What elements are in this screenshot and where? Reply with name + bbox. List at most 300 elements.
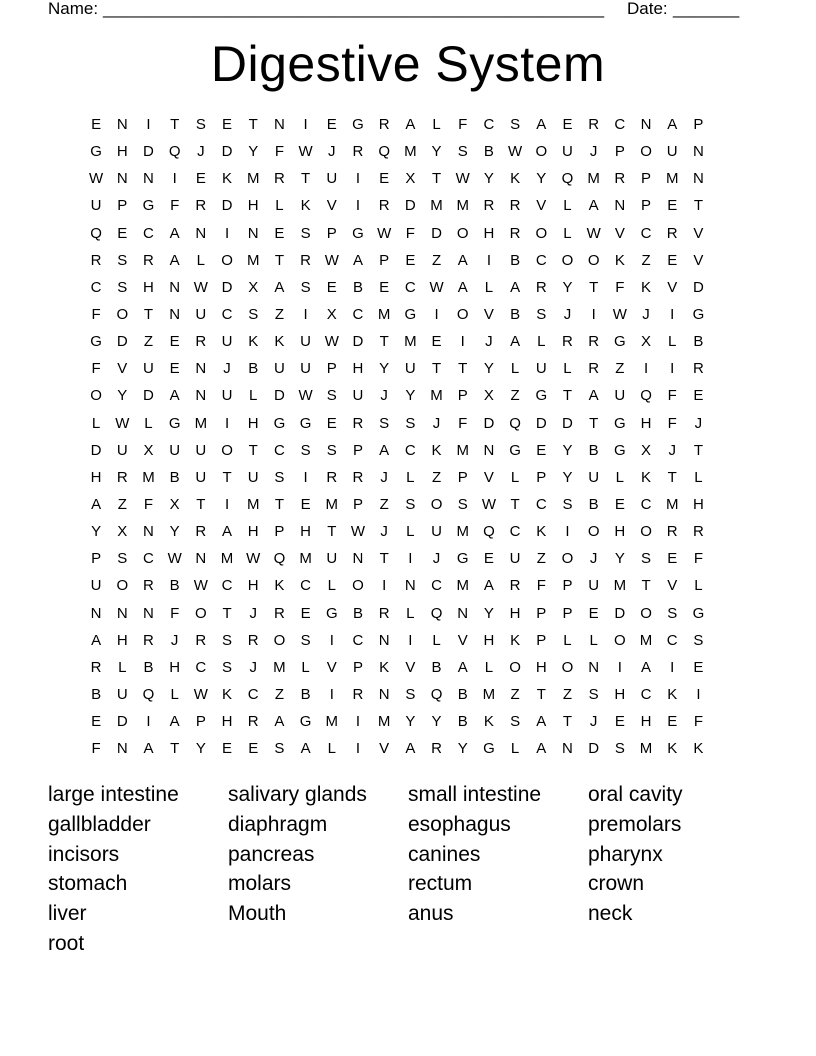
grid-letter[interactable]: O (561, 251, 574, 269)
grid-letter[interactable]: V (457, 631, 468, 649)
grid-letter[interactable]: D (90, 441, 102, 459)
grid-letter[interactable]: Y (248, 143, 259, 161)
grid-letter[interactable]: X (641, 333, 652, 351)
grid-letter[interactable]: A (405, 116, 416, 133)
grid-letter[interactable]: I (382, 577, 387, 595)
grid-letter[interactable]: G (90, 333, 102, 351)
grid-letter[interactable]: F (143, 495, 154, 513)
grid-letter[interactable]: K (300, 197, 311, 215)
grid-letter[interactable]: J (380, 468, 388, 486)
grid-letter[interactable]: H (143, 278, 154, 296)
grid-letter[interactable]: M (456, 523, 469, 541)
grid-letter[interactable]: E (536, 441, 547, 459)
grid-letter[interactable]: H (692, 495, 704, 513)
grid-letter[interactable]: A (510, 333, 521, 351)
grid-letter[interactable]: P (352, 441, 363, 459)
grid-letter[interactable]: L (563, 631, 572, 649)
grid-letter[interactable]: O (116, 577, 129, 595)
grid-letter[interactable]: Z (143, 333, 154, 351)
grid-letter[interactable]: C (535, 251, 547, 269)
grid-letter[interactable]: M (430, 197, 443, 215)
grid-letter[interactable]: U (509, 550, 521, 568)
grid-letter[interactable]: C (404, 278, 416, 296)
grid-letter[interactable]: T (641, 577, 651, 595)
grid-letter[interactable]: F (458, 414, 468, 432)
grid-letter[interactable]: L (563, 197, 572, 215)
grid-letter[interactable]: R (352, 143, 364, 161)
grid-letter[interactable]: L (91, 414, 101, 432)
grid-letter[interactable]: F (91, 740, 101, 758)
grid-letter[interactable]: B (693, 333, 704, 351)
grid-letter[interactable]: Z (510, 387, 520, 405)
grid-letter[interactable]: D (143, 387, 154, 405)
grid-letter[interactable]: G (692, 604, 705, 622)
grid-letter[interactable]: W (167, 550, 182, 568)
grid-letter[interactable]: M (142, 468, 155, 486)
grid-letter[interactable]: V (667, 278, 678, 296)
grid-letter[interactable]: E (169, 360, 180, 378)
grid-letter[interactable]: T (222, 604, 232, 622)
grid-letter[interactable]: U (221, 387, 233, 405)
grid-letter[interactable]: T (458, 360, 468, 378)
grid-letter[interactable]: S (457, 495, 468, 513)
grid-letter[interactable]: G (90, 143, 102, 161)
grid-letter[interactable]: C (352, 631, 364, 649)
grid-letter[interactable]: A (91, 631, 102, 649)
grid-letter[interactable]: F (693, 550, 703, 568)
grid-letter[interactable]: L (406, 468, 415, 486)
grid-letter[interactable]: K (510, 170, 521, 188)
grid-letter[interactable]: X (169, 495, 180, 513)
grid-letter[interactable]: A (536, 740, 547, 758)
grid-letter[interactable]: Y (169, 523, 180, 541)
grid-letter[interactable]: B (352, 278, 363, 296)
grid-letter[interactable]: L (432, 116, 441, 133)
grid-letter[interactable]: O (456, 224, 469, 242)
grid-letter[interactable]: H (300, 523, 312, 541)
grid-letter[interactable]: H (352, 360, 364, 378)
grid-letter[interactable]: A (641, 658, 652, 676)
grid-letter[interactable]: W (193, 577, 208, 595)
grid-letter[interactable]: F (536, 577, 546, 595)
grid-letter[interactable]: O (456, 305, 469, 323)
grid-letter[interactable]: E (326, 414, 337, 432)
grid-letter[interactable]: L (484, 278, 494, 296)
grid-letter[interactable]: U (247, 468, 259, 486)
grid-letter[interactable]: R (195, 333, 207, 351)
grid-letter[interactable]: C (666, 631, 678, 649)
grid-letter[interactable]: R (247, 713, 259, 731)
grid-letter[interactable]: Q (640, 387, 652, 405)
grid-letter[interactable]: T (143, 305, 154, 323)
grid-letter[interactable]: Z (641, 251, 651, 269)
grid-letter[interactable]: U (169, 441, 181, 459)
grid-letter[interactable]: H (640, 713, 652, 731)
grid-letter[interactable]: O (587, 523, 600, 541)
grid-letter[interactable]: T (274, 495, 284, 513)
grid-letter[interactable]: R (300, 251, 312, 269)
grid-letter[interactable]: O (430, 495, 443, 513)
grid-letter[interactable]: E (667, 197, 678, 215)
grid-letter[interactable]: C (404, 441, 416, 459)
grid-letter[interactable]: P (91, 550, 102, 568)
grid-letter[interactable]: A (457, 251, 468, 269)
grid-letter[interactable]: L (694, 577, 703, 595)
grid-letter[interactable]: Q (430, 685, 443, 703)
grid-letter[interactable]: G (404, 305, 417, 323)
grid-letter[interactable]: D (535, 414, 547, 432)
grid-letter[interactable]: A (536, 116, 547, 133)
grid-letter[interactable]: K (483, 713, 494, 731)
grid-letter[interactable]: E (614, 495, 625, 513)
grid-letter[interactable]: L (615, 468, 625, 486)
grid-letter[interactable]: N (116, 116, 128, 133)
grid-letter[interactable]: N (562, 740, 573, 758)
grid-letter[interactable]: M (246, 495, 260, 513)
grid-letter[interactable]: L (301, 658, 310, 676)
grid-letter[interactable]: T (536, 685, 546, 703)
grid-letter[interactable]: F (274, 143, 284, 161)
grid-letter[interactable]: L (170, 685, 179, 703)
grid-letter[interactable]: O (587, 251, 600, 269)
grid-letter[interactable]: Z (274, 685, 284, 703)
grid-letter[interactable]: L (510, 740, 520, 758)
grid-letter[interactable]: Z (379, 495, 389, 513)
grid-letter[interactable]: W (89, 170, 104, 188)
grid-letter[interactable]: T (379, 550, 389, 568)
grid-letter[interactable]: N (692, 143, 704, 161)
grid-letter[interactable]: A (169, 224, 180, 242)
grid-letter[interactable]: K (641, 278, 652, 296)
grid-letter[interactable]: E (379, 278, 390, 296)
grid-letter[interactable]: A (274, 278, 285, 296)
grid-letter[interactable]: M (430, 387, 443, 405)
grid-letter[interactable]: U (326, 170, 338, 188)
grid-letter[interactable]: R (195, 197, 207, 215)
grid-letter[interactable]: O (535, 224, 548, 242)
grid-letter[interactable]: L (668, 333, 677, 351)
grid-letter[interactable]: W (193, 278, 208, 296)
grid-letter[interactable]: R (483, 197, 495, 215)
grid-letter[interactable]: U (221, 333, 233, 351)
grid-letter[interactable]: S (405, 685, 416, 703)
grid-letter[interactable]: I (224, 414, 230, 432)
grid-letter[interactable]: U (404, 360, 416, 378)
grid-letter[interactable]: U (195, 441, 207, 459)
grid-letter[interactable]: A (169, 713, 180, 731)
grid-letter[interactable]: M (273, 658, 286, 676)
grid-letter[interactable]: G (352, 224, 364, 242)
grid-letter[interactable]: I (408, 631, 413, 649)
grid-letter[interactable]: S (457, 143, 468, 161)
grid-letter[interactable]: Y (562, 441, 573, 459)
grid-letter[interactable]: Y (536, 170, 547, 188)
grid-letter[interactable]: X (248, 278, 259, 296)
grid-letter[interactable]: E (483, 550, 494, 568)
grid-letter[interactable]: T (170, 740, 180, 758)
grid-letter[interactable]: X (641, 441, 652, 459)
grid-letter[interactable]: M (639, 740, 653, 758)
grid-letter[interactable]: Y (431, 143, 442, 161)
grid-letter[interactable]: W (377, 224, 392, 242)
grid-letter[interactable]: R (666, 523, 678, 541)
grid-letter[interactable]: P (641, 197, 652, 215)
grid-letter[interactable]: S (222, 631, 233, 649)
grid-letter[interactable]: U (195, 468, 207, 486)
grid-letter[interactable]: J (432, 414, 441, 432)
grid-letter[interactable]: O (640, 143, 652, 161)
grid-letter[interactable]: Q (168, 143, 181, 161)
grid-letter[interactable]: I (355, 170, 361, 188)
grid-letter[interactable]: M (613, 577, 627, 595)
grid-letter[interactable]: Y (431, 713, 442, 731)
grid-letter[interactable]: L (144, 414, 153, 432)
grid-letter[interactable]: A (222, 523, 233, 541)
grid-letter[interactable]: O (509, 658, 521, 676)
grid-letter[interactable]: S (536, 305, 547, 323)
grid-letter[interactable]: Y (379, 360, 390, 378)
grid-letter[interactable]: Z (562, 685, 573, 703)
grid-letter[interactable]: S (588, 685, 599, 703)
grid-letter[interactable]: W (324, 333, 339, 351)
grid-letter[interactable]: D (614, 604, 626, 622)
grid-letter[interactable]: C (143, 550, 154, 568)
grid-letter[interactable]: R (692, 360, 704, 378)
grid-letter[interactable]: N (195, 360, 207, 378)
grid-letter[interactable]: U (143, 360, 154, 378)
grid-letter[interactable]: J (432, 550, 441, 568)
grid-letter[interactable]: D (404, 197, 416, 215)
grid-letter[interactable]: B (352, 604, 363, 622)
grid-letter[interactable]: T (562, 713, 573, 731)
grid-letter[interactable]: G (483, 740, 495, 758)
grid-letter[interactable]: R (247, 631, 259, 649)
grid-letter[interactable]: K (510, 631, 521, 649)
grid-letter[interactable]: S (326, 387, 337, 405)
grid-letter[interactable]: I (670, 360, 675, 378)
grid-letter[interactable]: R (143, 577, 154, 595)
grid-letter[interactable]: C (221, 577, 233, 595)
grid-letter[interactable]: S (562, 495, 573, 513)
grid-letter[interactable]: J (380, 387, 388, 405)
grid-letter[interactable]: P (117, 197, 128, 215)
grid-letter[interactable]: N (195, 224, 207, 242)
grid-letter[interactable]: N (378, 631, 390, 649)
grid-letter[interactable]: A (300, 740, 311, 758)
grid-letter[interactable]: P (326, 360, 337, 378)
grid-letter[interactable]: L (432, 631, 441, 649)
grid-letter[interactable]: M (325, 713, 339, 731)
grid-letter[interactable]: J (380, 523, 388, 541)
grid-letter[interactable]: E (195, 170, 206, 188)
grid-letter[interactable]: M (456, 577, 469, 595)
grid-letter[interactable]: O (352, 577, 364, 595)
grid-letter[interactable]: V (536, 197, 547, 215)
grid-letter[interactable]: B (248, 360, 259, 378)
grid-letter[interactable]: E (300, 604, 311, 622)
grid-letter[interactable]: G (614, 441, 626, 459)
grid-letter[interactable]: T (589, 278, 599, 296)
grid-letter[interactable]: H (116, 631, 128, 649)
grid-letter[interactable]: R (352, 414, 364, 432)
grid-letter[interactable]: N (169, 305, 181, 323)
grid-letter[interactable]: H (90, 468, 102, 486)
grid-letter[interactable]: S (510, 116, 521, 133)
grid-letter[interactable]: T (196, 495, 206, 513)
grid-letter[interactable]: W (429, 278, 444, 296)
grid-letter[interactable]: H (169, 658, 181, 676)
name-field[interactable]: _____________________________________________________ (103, 0, 605, 18)
grid-letter[interactable]: B (169, 468, 180, 486)
grid-letter[interactable]: M (220, 550, 234, 568)
grid-letter[interactable]: C (195, 658, 207, 676)
grid-letter[interactable]: P (562, 604, 573, 622)
grid-letter[interactable]: U (300, 333, 312, 351)
grid-letter[interactable]: R (273, 170, 285, 188)
grid-letter[interactable]: L (537, 333, 546, 351)
grid-letter[interactable]: A (143, 740, 154, 758)
grid-letter[interactable]: G (325, 604, 338, 622)
grid-letter[interactable]: S (195, 116, 206, 133)
grid-letter[interactable]: D (483, 414, 495, 432)
grid-letter[interactable]: M (299, 550, 312, 568)
grid-letter[interactable]: W (298, 387, 313, 405)
grid-letter[interactable]: Z (117, 495, 127, 513)
grid-letter[interactable]: K (667, 740, 678, 758)
grid-letter[interactable]: E (117, 224, 128, 242)
grid-letter[interactable]: J (170, 631, 179, 649)
grid-letter[interactable]: Q (273, 550, 286, 568)
grid-letter[interactable]: U (195, 305, 207, 323)
grid-letter[interactable]: P (536, 468, 547, 486)
grid-letter[interactable]: L (510, 468, 520, 486)
grid-letter[interactable]: R (509, 577, 521, 595)
grid-letter[interactable]: P (693, 116, 704, 133)
grid-letter[interactable]: I (303, 305, 308, 323)
grid-letter[interactable]: Y (457, 740, 468, 758)
grid-letter[interactable]: S (117, 550, 128, 568)
grid-letter[interactable]: M (377, 713, 391, 731)
grid-letter[interactable]: W (298, 143, 313, 161)
grid-letter[interactable]: S (117, 278, 128, 296)
grid-letter[interactable]: R (143, 251, 154, 269)
grid-letter[interactable]: R (352, 685, 364, 703)
grid-letter[interactable]: Y (117, 387, 128, 405)
grid-letter[interactable]: L (118, 658, 127, 676)
grid-letter[interactable]: W (350, 523, 366, 541)
grid-letter[interactable]: O (640, 604, 652, 622)
grid-letter[interactable]: I (303, 468, 308, 486)
grid-letter[interactable]: I (329, 631, 334, 649)
grid-letter[interactable]: B (143, 658, 154, 676)
grid-letter[interactable]: F (458, 116, 468, 133)
grid-letter[interactable]: N (143, 170, 154, 188)
grid-letter[interactable]: T (274, 251, 284, 269)
grid-letter[interactable]: I (355, 197, 361, 215)
grid-letter[interactable]: K (641, 468, 652, 486)
grid-letter[interactable]: P (457, 387, 468, 405)
grid-letter[interactable]: N (457, 604, 469, 622)
grid-letter[interactable]: L (327, 740, 336, 758)
grid-letter[interactable]: K (274, 333, 285, 351)
grid-letter[interactable]: R (588, 116, 600, 133)
grid-letter[interactable]: R (116, 468, 128, 486)
grid-letter[interactable]: J (249, 604, 257, 622)
grid-letter[interactable]: S (300, 278, 311, 296)
grid-letter[interactable]: U (431, 523, 442, 541)
grid-letter[interactable]: Q (90, 224, 102, 242)
grid-letter[interactable]: I (146, 116, 151, 133)
grid-letter[interactable]: J (668, 441, 676, 459)
grid-letter[interactable]: U (535, 360, 547, 378)
grid-letter[interactable]: H (247, 197, 259, 215)
grid-letter[interactable]: A (379, 441, 390, 459)
grid-letter[interactable]: V (693, 224, 704, 242)
grid-letter[interactable]: L (249, 387, 258, 405)
grid-letter[interactable]: K (536, 523, 547, 541)
grid-letter[interactable]: E (667, 550, 678, 568)
grid-letter[interactable]: F (615, 278, 625, 296)
grid-letter[interactable]: H (614, 523, 626, 541)
grid-letter[interactable]: L (406, 604, 415, 622)
grid-letter[interactable]: H (483, 224, 495, 242)
grid-letter[interactable]: R (352, 468, 364, 486)
grid-letter[interactable]: V (379, 740, 390, 758)
grid-letter[interactable]: K (222, 170, 233, 188)
grid-letter[interactable]: Z (274, 305, 284, 323)
grid-letter[interactable]: F (693, 713, 703, 731)
grid-letter[interactable]: H (614, 685, 626, 703)
grid-letter[interactable]: S (222, 658, 233, 676)
grid-letter[interactable]: S (117, 251, 128, 269)
grid-letter[interactable]: L (196, 251, 206, 269)
grid-letter[interactable]: C (640, 224, 652, 242)
grid-letter[interactable]: A (169, 387, 180, 405)
grid-letter[interactable]: E (431, 333, 442, 351)
grid-letter[interactable]: X (326, 305, 337, 323)
grid-letter[interactable]: P (457, 468, 468, 486)
grid-letter[interactable]: G (299, 713, 312, 731)
grid-letter[interactable]: E (326, 116, 337, 133)
grid-letter[interactable]: S (405, 414, 416, 432)
grid-letter[interactable]: D (562, 414, 573, 432)
grid-letter[interactable]: M (246, 170, 260, 188)
grid-letter[interactable]: U (562, 143, 573, 161)
grid-letter[interactable]: X (405, 170, 416, 188)
grid-letter[interactable]: N (273, 116, 285, 133)
grid-letter[interactable]: T (248, 441, 258, 459)
grid-letter[interactable]: P (536, 631, 547, 649)
grid-letter[interactable]: A (588, 387, 599, 405)
grid-letter[interactable]: L (484, 658, 494, 676)
grid-letter[interactable]: R (692, 523, 704, 541)
grid-letter[interactable]: P (274, 523, 285, 541)
grid-letter[interactable]: Y (614, 550, 625, 568)
grid-letter[interactable]: G (535, 387, 548, 405)
grid-letter[interactable]: C (300, 577, 312, 595)
grid-letter[interactable]: M (456, 441, 469, 459)
grid-letter[interactable]: R (378, 116, 390, 133)
grid-letter[interactable]: N (143, 604, 154, 622)
grid-letter[interactable]: A (169, 251, 180, 269)
grid-letter[interactable]: C (640, 685, 652, 703)
grid-letter[interactable]: R (509, 224, 521, 242)
grid-letter[interactable]: I (565, 523, 570, 541)
grid-letter[interactable]: L (327, 577, 336, 595)
grid-letter[interactable]: I (329, 685, 334, 703)
grid-letter[interactable]: O (195, 604, 207, 622)
grid-letter[interactable]: U (352, 387, 364, 405)
